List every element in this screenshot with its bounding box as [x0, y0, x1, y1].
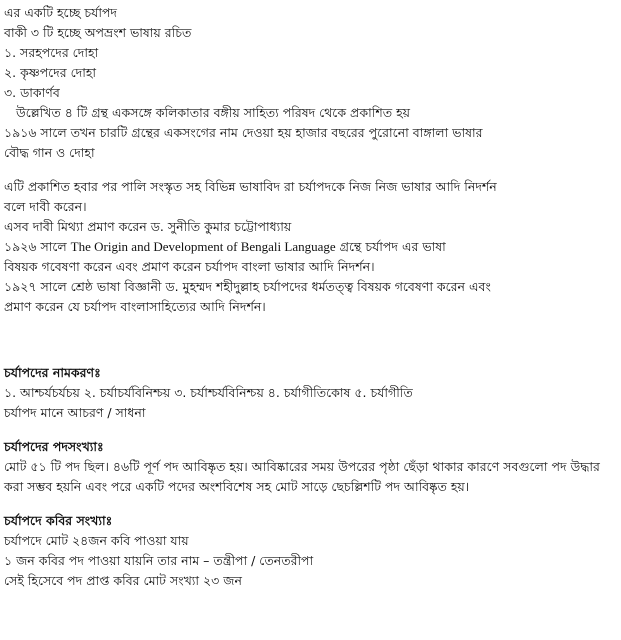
list-item: ২. কৃষ্ণপদের দোহা — [4, 65, 97, 80]
book-title: The Origin and Development of Bengali Language — [70, 239, 336, 254]
para2-line-4 — [4, 237, 616, 257]
para2-line-6: ১৯২৭ সালে শ্রেষ্ঠ ভাষা বিজ্ঞানী ড. মুহম্মদ শহীদুল্লাহ চর্যাপদের ধর্মতত্ত্ব বিষয়ক গবেষণা করেন এবং — [4, 279, 491, 294]
list-item: ১. সরহপদের দোহা — [4, 45, 99, 60]
verses-heading: চর্যাপদের পদসংখ্যাঃ — [4, 439, 104, 454]
intro-line-3: উল্লেখিত ৪ টি গ্রন্থ একসঙ্গে কলিকাতার বঙ্গীয় সাহিত্য পরিষদ থেকে প্রকাশিত হয় — [16, 105, 411, 120]
intro-line-5: বৌদ্ধ গান ও দোহা — [4, 145, 95, 160]
para2-line-1: এটি প্রকাশিত হবার পর পালি সংস্কৃত সহ বিভিন্ন ভাষাবিদ রা চর্যাপদকে নিজ নিজ ভাষার আদি নিদর্শন — [4, 179, 497, 194]
poets-line-2: ১ জন কবির পদ পাওয়া যায়নি তার নাম – তন্ত্রীপা / তেনতরীপা — [4, 553, 314, 568]
poets-line-1: চর্যাপদে মোট ২৪জন কবি পাওয়া যায় — [4, 533, 189, 548]
para2-line-5: বিষয়ক গবেষণা করেন এবং প্রমাণ করেন চর্যাপদ বাংলা ভাষার আদি নিদর্শন। — [4, 259, 375, 274]
list-item: ৩. ডাকার্ণব — [4, 85, 60, 100]
intro-line-4: ১৯১৬ সালে তখন চারটি গ্রন্থের একসংগের নাম দেওয়া হয় হাজার বছরের পুরোনো বাঙ্গালা ভাষার — [4, 125, 483, 140]
intro-line-2: বাকী ৩ টি হচ্ছে অপভ্রংশ ভাষায় রচিত — [4, 25, 192, 40]
document-body — [4, 3, 616, 591]
verses-text: মোট ৫১ টি পদ ছিল। ৪৬টি পূর্ণ পদ আবিষ্কৃত হয়। আবিষ্কারের সময় উপরের পৃষ্ঠা ছেঁড়া থাকার কারণে সবগুলো পদ উদ্ধার করা সম্ভব হয়নি এবং পরে একটি পদের অংশবিশেষ সহ মোট সাড়ে ছেচল্লিশটি পদ আবিষ্কৃত হয়। — [4, 459, 600, 494]
poets-line-3: সেই হিসেবে পদ প্রাপ্ত কবির মোট সংখ্যা ২৩ জন — [4, 573, 242, 588]
para2-line-4-year: ১৯২৬ সালে — [4, 239, 67, 254]
naming-heading: চর্যাপদের নামকরণঃ — [4, 365, 101, 380]
intro-line-1: এর একটি হচ্ছে চর্যাপদ — [4, 5, 117, 20]
para2-line-2: বলে দাবী করেন। — [4, 199, 87, 214]
naming-line-1: ১. আশ্চর্যচর্যচয় ২. চর্যাচর্যবিনিশ্চয় ৩. চর্যাশ্চর্যবিনিশ্চয় ৪. চর্যাগীতিকোষ ৫. চর্যাগীতি — [4, 385, 413, 400]
para2-line-4-rest: গ্রন্থে চর্যাপদ এর ভাষা — [339, 239, 446, 254]
para2-line-7: প্রমাণ করেন যে চর্যাপদ বাংলাসাহিত্যের আদি নিদর্শন। — [4, 299, 266, 314]
poets-heading: চর্যাপদে কবির সংখ্যাঃ — [4, 513, 113, 528]
para2-line-3: এসব দাবী মিথ্যা প্রমাণ করেন ড. সুনীতি কুমার চট্টোপাধ্যায় — [4, 219, 292, 234]
naming-line-2: চর্যাপদ মানে আচরণ / সাধনা — [4, 405, 146, 420]
